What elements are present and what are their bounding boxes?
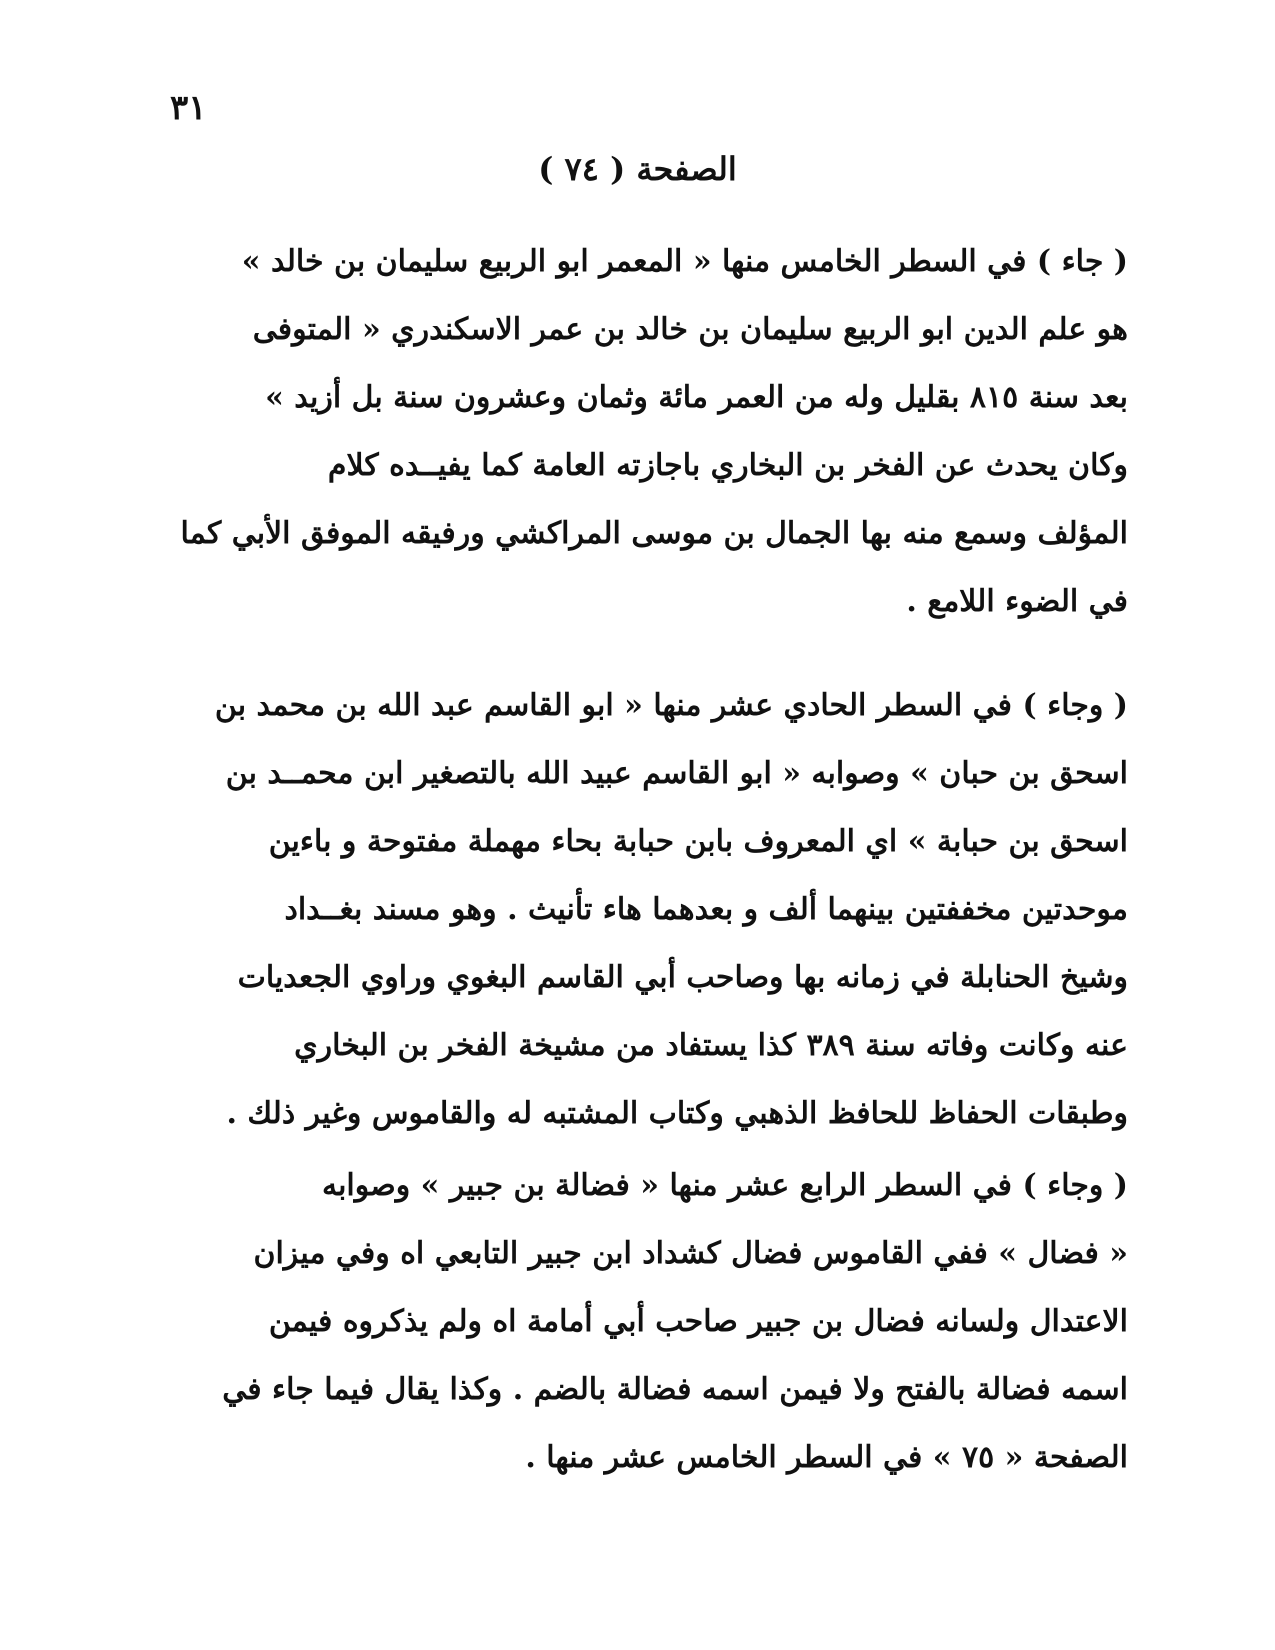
paragraph-2 xyxy=(128,672,1128,1148)
paragraph-line: بعد سنة ٨١٥ بقليل وله من العمر مائة وثمان وعشرون سنة بل أزيد » xyxy=(265,380,1128,415)
section-heading: الصفحة ( ٧٤ ) xyxy=(538,150,737,188)
paragraph-line: اسمه فضالة بالفتح ولا فيمن اسمه فضالة بالضم . وكذا يقال فيما جاء في xyxy=(222,1372,1128,1407)
paragraph-line: ( وجاء ) في السطر الحادي عشر منها « ابو القاسم عبد الله بن محمد بن xyxy=(214,688,1128,723)
paragraph-line: وشيخ الحنابلة في زمانه بها وصاحب أبي القاسم البغوي وراوي الجعديات xyxy=(237,960,1128,995)
paragraph-line: عنه وكانت وفاته سنة ٣٨٩ كذا يستفاد من مشيخة الفخر بن البخاري xyxy=(294,1028,1128,1063)
paragraph-line: وطبقات الحفاظ للحافظ الذهبي وكتاب المشتبه له والقاموس وغير ذلك . xyxy=(226,1096,1128,1131)
paragraph-line: المؤلف وسمع منه بها الجمال بن موسى المراكشي ورفيقه الموفق الأبي كما xyxy=(180,516,1128,551)
paragraph-line: في الضوء اللامع . xyxy=(906,584,1128,619)
paragraph-3 xyxy=(128,1152,1128,1492)
paragraph-line: « فضال » ففي القاموس فضال كشداد ابن جبير التابعي اه وفي ميزان xyxy=(253,1236,1128,1271)
paragraph-1 xyxy=(128,228,1128,636)
paragraph-line: ( وجاء ) في السطر الرابع عشر منها « فضالة بن جبير » وصوابه xyxy=(321,1168,1128,1203)
paragraph-line: الصفحة « ٧٥ » في السطر الخامس عشر منها . xyxy=(525,1440,1128,1475)
page-number: ٣١ xyxy=(170,88,207,128)
paragraph-line: اسحق بن حبان » وصوابه « ابو القاسم عبيد الله بالتصغير ابن محمــد بن xyxy=(225,756,1128,791)
paragraph-line: الاعتدال ولسانه فضال بن جبير صاحب أبي أمامة اه ولم يذكروه فيمن xyxy=(268,1304,1128,1339)
paragraph-line: ( جاء ) في السطر الخامس منها « المعمر ابو الربيع سليمان بن خالد » xyxy=(241,244,1128,279)
paragraph-line: موحدتين مخففتين بينهما ألف و بعدهما هاء تأنيث . وهو مسند بغــداد xyxy=(284,892,1128,927)
paragraph-line: اسحق بن حبابة » اي المعروف بابن حبابة بحاء مهملة مفتوحة و باءين xyxy=(268,824,1128,859)
paragraph-line: هو علم الدين ابو الربيع سليمان بن خالد بن عمر الاسكندري « المتوفى xyxy=(252,312,1128,347)
paragraph-line: وكان يحدث عن الفخر بن البخاري باجازته العامة كما يفيــده كلام xyxy=(327,448,1128,483)
